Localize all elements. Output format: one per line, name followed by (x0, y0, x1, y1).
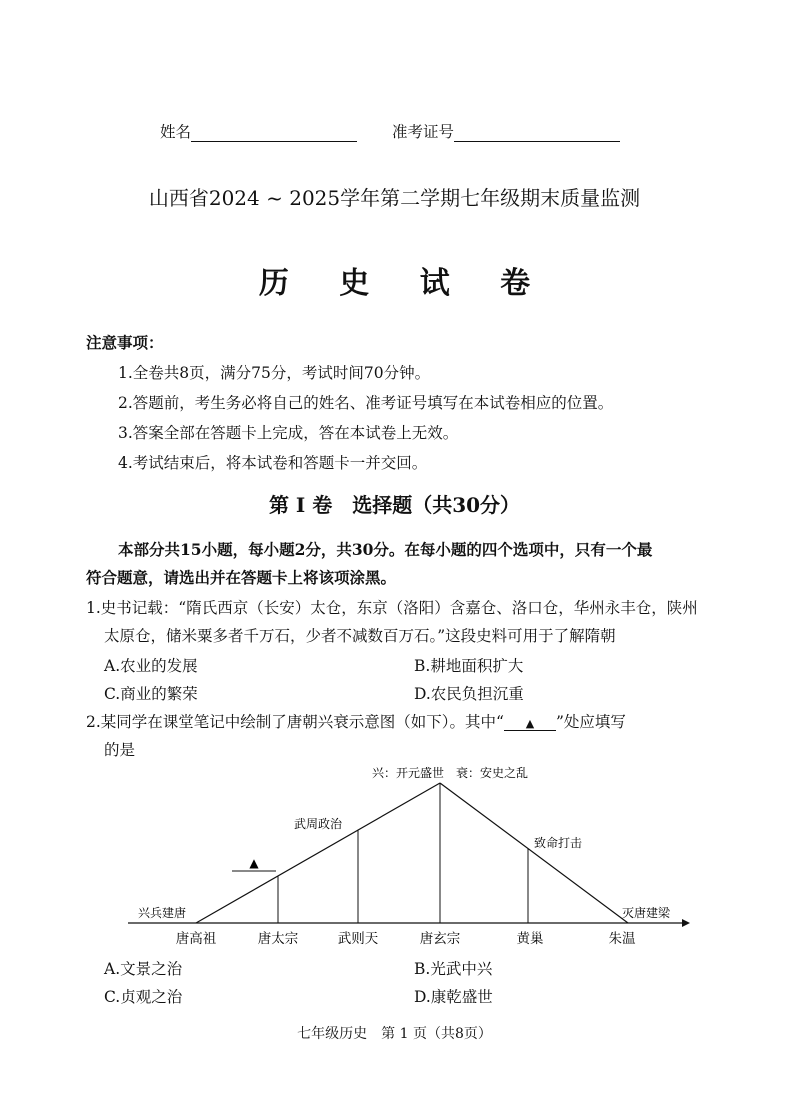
question-2-stem: 的是 (104, 741, 136, 759)
peak-label-rise: 兴：开元盛世 (372, 766, 445, 780)
question-1-option-b[interactable]: B.耕地面积扩大 (414, 657, 524, 675)
section-intro: 本部分共15小题，每小题2分，共30分。在每小题的四个选项中，只有一个最 (118, 540, 653, 559)
axis-label: 唐高祖 (175, 931, 217, 947)
exam-id-label: 准考证号 (392, 123, 455, 141)
blank-marker: ▲ (249, 856, 259, 870)
notice-item: 2.答题前，考生务必将自己的姓名、准考证号填写在本试卷相应的位置。 (118, 394, 614, 412)
question-2-stem-text: ”处应填写 (555, 713, 626, 731)
name-blank[interactable] (191, 125, 357, 142)
page-footer: 七年级历史 第 1 页（共8页） (297, 1026, 492, 1042)
notice-item: 1.全卷共8页，满分75分，考试时间70分钟。 (118, 364, 431, 382)
exam-id-field[interactable] (392, 120, 620, 142)
notice-item: 3.答案全部在答题卡上完成，答在本试卷上无效。 (118, 424, 459, 442)
zhiming-label: 致命打击 (534, 836, 583, 850)
end-label: 灭唐建梁 (622, 906, 671, 920)
question-1-stem: 1.史书记载：“隋氏西京（长安）太仓，东京（洛阳）含嘉仓、洛口仓，华州永丰仓，陕州 (86, 599, 698, 617)
name-label: 姓名 (160, 123, 192, 141)
axis-label: 黄巢 (516, 931, 544, 947)
question-2-stem-text: 2.某同学在课堂笔记中绘制了唐朝兴衰示意图（如下）。其中“ (86, 713, 504, 731)
question-2-blank: ▲ (504, 717, 556, 731)
rise-line (196, 783, 440, 923)
question-2-option-d[interactable]: D.康乾盛世 (414, 988, 493, 1006)
fall-line (440, 783, 628, 923)
wuzhou-label: 武周政治 (294, 817, 343, 831)
section-title: 第 I 卷 选择题（共30分） (268, 493, 521, 517)
question-2-option-a[interactable]: A.文景之治 (104, 960, 183, 978)
axis-label: 武则天 (337, 931, 379, 947)
axis-label: 朱温 (608, 931, 636, 947)
axis-arrow (682, 919, 690, 927)
question-2-option-c[interactable]: C.贞观之治 (104, 988, 183, 1006)
question-1-option-c[interactable]: C.商业的繁荣 (104, 685, 198, 703)
exam-id-blank[interactable] (454, 125, 620, 142)
question-1-stem: 太原仓，储米粟多者千万石，少者不减数百万石。”这段史料可用于了解隋朝 (104, 627, 616, 645)
notice-heading: 注意事项： (86, 333, 164, 352)
axis-label: 唐玄宗 (419, 931, 461, 947)
tang-dynasty-diagram (0, 760, 789, 950)
question-2-stem (86, 710, 626, 732)
question-1-option-d[interactable]: D.农民负担沉重 (414, 685, 524, 703)
name-field[interactable] (160, 120, 357, 142)
axis-label: 唐太宗 (257, 931, 299, 947)
question-1-option-a[interactable]: A.农业的发展 (104, 657, 198, 675)
peak-label-fall: 衰：安史之乱 (456, 766, 529, 780)
subject-title: 历 史 试 卷 (258, 266, 551, 301)
exam-title: 山西省2024 ~ 2025学年第二学期七年级期末质量监测 (148, 186, 641, 210)
question-2-option-b[interactable]: B.光武中兴 (414, 960, 493, 978)
start-label: 兴兵建唐 (138, 906, 187, 920)
notice-item: 4.考试结束后，将本试卷和答题卡一并交回。 (118, 454, 428, 472)
section-intro: 符合题意，请选出并在答题卡上将该项涂黑。 (86, 568, 397, 587)
